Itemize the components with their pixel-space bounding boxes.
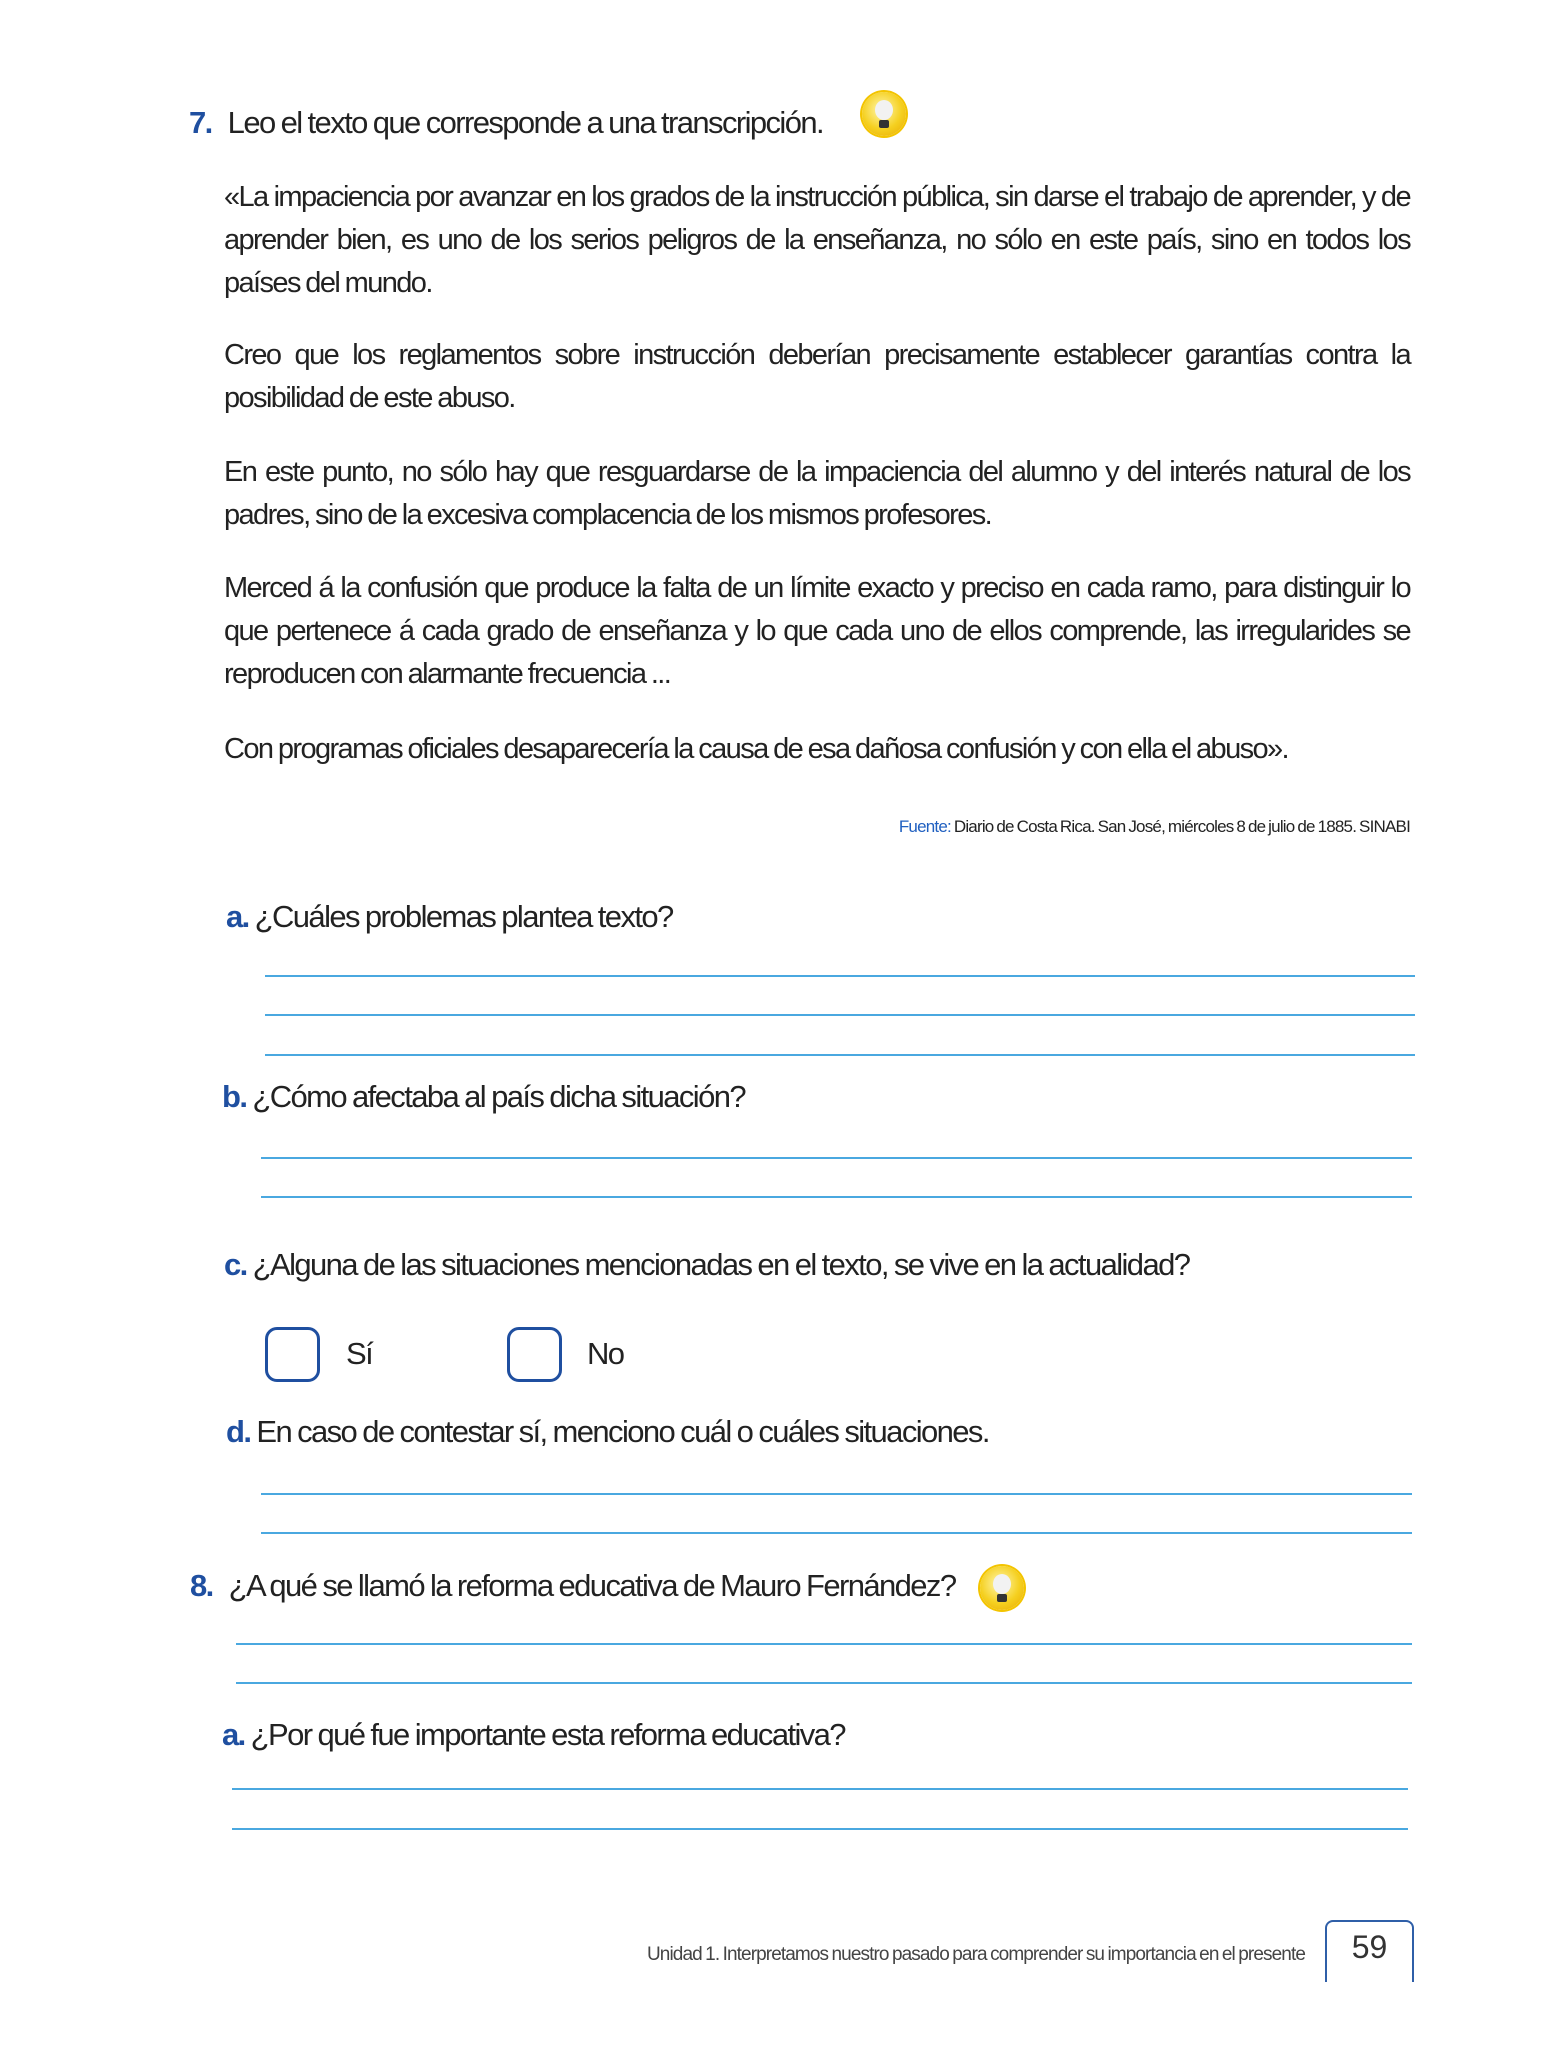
checkbox-si[interactable] [265,1327,320,1382]
answer-line[interactable] [232,1828,1408,1830]
question-label: c. [224,1247,247,1282]
transcript-paragraph: En este punto, no sólo hay que resguardarse de la impaciencia del alumno y del interés natural de los padres, sino de la excesiva complacencia de los mismos profesores. [224,456,1410,531]
question-text: ¿Cómo afectaba al país dicha situación? [252,1079,746,1114]
question-number: 8. [190,1568,213,1603]
answer-line[interactable] [265,975,1415,977]
answer-line[interactable] [261,1532,1412,1534]
lightbulb-icon [862,92,906,136]
question-7d [226,1414,989,1450]
transcript-paragraph: Creo que los reglamentos sobre instrucción deberían precisamente establecer garantías contra la posibilidad de este abuso. [224,339,1410,414]
question-8-heading [190,1568,955,1604]
question-text: ¿Alguna de las situaciones mencionadas en el texto, se vive en la actualidad? [252,1247,1190,1282]
answer-line[interactable] [265,1014,1415,1016]
answer-line[interactable] [236,1682,1412,1684]
lightbulb-icon [980,1566,1024,1610]
page-number: 59 [1351,1929,1388,1965]
question-number: 7. [189,105,212,140]
page-number-box [1325,1920,1414,1982]
question-label: a. [222,1717,245,1752]
question-7c [224,1247,1189,1283]
footer-unit-text: Unidad 1. Interpretamos nuestro pasado para comprender su importancia en el presente [646,1944,1305,1965]
transcript-paragraph: Merced á la confusión que produce la falta de un límite exacto y preciso en cada ramo, para distinguir lo que pertenece á cada grado de enseñanza y lo que cada uno de ellos comprende, las irregularides se reproducen con alarmante frecuencia ... [224,572,1410,690]
checkbox-no[interactable] [507,1327,562,1382]
answer-line[interactable] [232,1788,1408,1790]
source-citation [899,817,1410,837]
option-si-label: Sí [346,1336,373,1371]
transcript-paragraph: Con programas oficiales desaparecería la causa de esa dañosa confusión y con ella el abuso». [224,733,1289,765]
answer-line[interactable] [265,1054,1415,1056]
question-label: a. [226,899,249,934]
transcript-paragraph: «La impaciencia por avanzar en los grados de la instrucción pública, sin darse el trabajo de aprender, y de aprender bien, es uno de los serios peligros de la enseñanza, no sólo en este país, sino en todos los países del mundo. [224,181,1410,299]
source-text: Diario de Costa Rica. San José, miércoles 8 de julio de 1885. SINABI [953,817,1410,836]
answer-line[interactable] [261,1196,1412,1198]
question-title: ¿A qué se llamó la reforma educativa de Mauro Fernández? [228,1568,956,1603]
question-7b [222,1079,745,1115]
answer-line[interactable] [236,1643,1412,1645]
question-text: ¿Por qué fue importante esta reforma educativa? [250,1717,845,1752]
question-8a [222,1717,845,1753]
question-7-heading [189,105,823,141]
question-text: ¿Cuáles problemas plantea texto? [254,899,673,934]
question-7a [226,899,673,935]
answer-line[interactable] [261,1157,1412,1159]
option-no-label: No [587,1336,624,1371]
question-label: d. [226,1414,251,1449]
question-label: b. [222,1079,247,1114]
question-text: En caso de contestar sí, menciono cuál o cuáles situaciones. [256,1414,989,1449]
answer-line[interactable] [261,1493,1412,1495]
question-title: Leo el texto que corresponde a una transcripción. [227,105,823,140]
source-label: Fuente: [898,817,951,836]
